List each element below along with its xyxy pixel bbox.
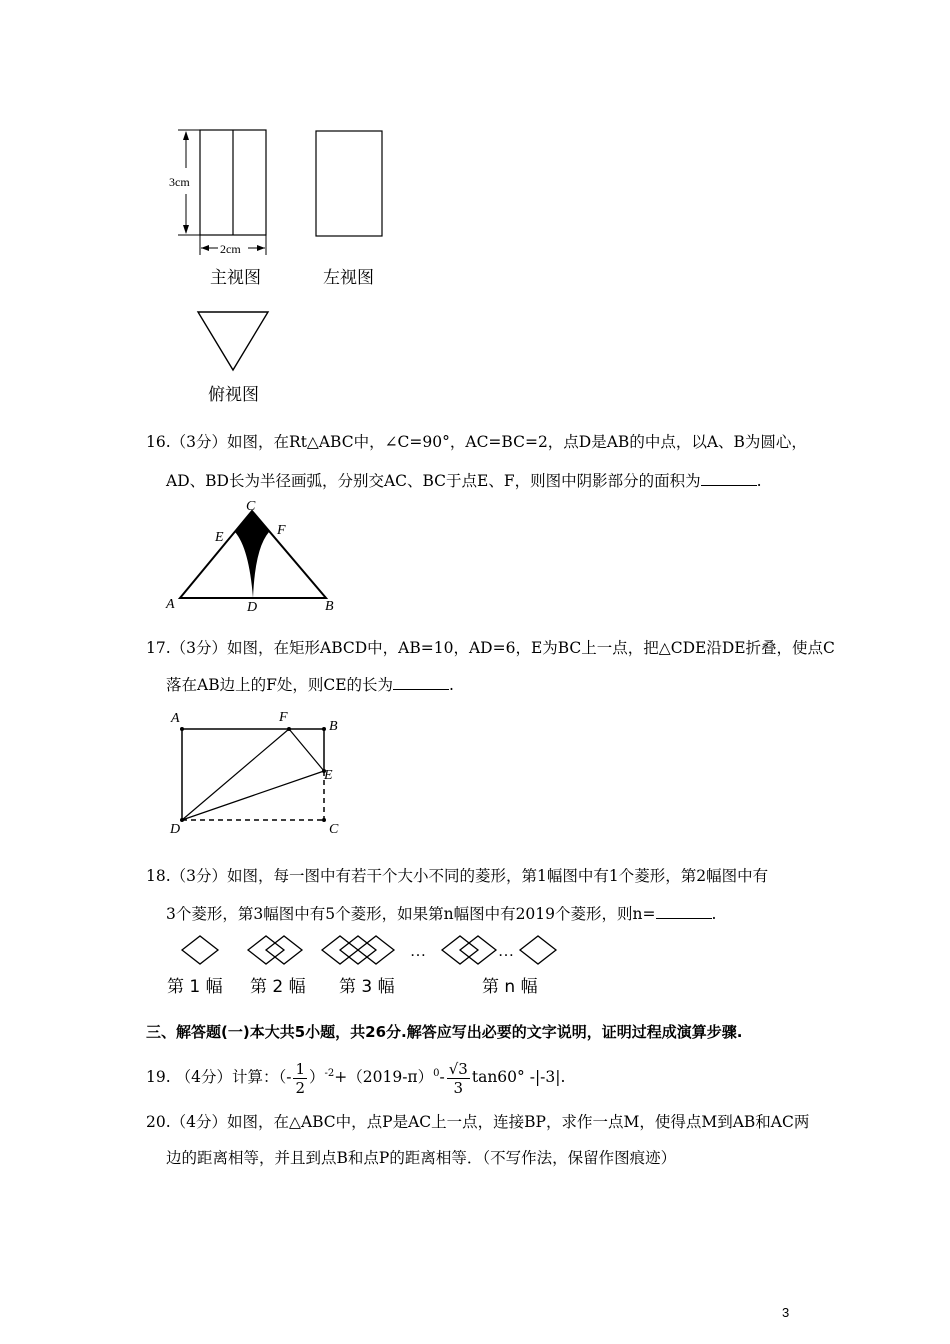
- front-view-label: 主视图: [210, 268, 261, 288]
- left-view-label: 左视图: [323, 268, 374, 288]
- q20-number: 20.: [146, 1113, 171, 1131]
- q19-line: 19. （4分）计算：（- $\frac{1}{2}$ ）$^{-2}+(2019-\pi)^0-$ $\frac{√3}{3}$ tan60° -|-3|.: [146, 1059, 566, 1097]
- q16-number: 16.: [146, 433, 171, 451]
- q18-caption-n: 第 n 幅: [482, 977, 538, 997]
- q18-text-2: 3个菱形，第3幅图中有5个菱形，如果第n幅图中有2019个菱形，则n=: [166, 905, 656, 923]
- q17-answer-blank[interactable]: [393, 675, 449, 690]
- q17-text-2: 落在AB边上的F处，则CE的长为: [166, 676, 394, 694]
- q18-answer-blank[interactable]: [656, 904, 712, 919]
- q16-label-a: A: [166, 597, 175, 612]
- q18-dots-1: …: [410, 943, 426, 960]
- q19-frac-num: 1: [295, 1059, 305, 1078]
- q16-label-d: D: [247, 600, 258, 615]
- q17-label-d: D: [170, 822, 181, 837]
- q19-frac-den: 2: [295, 1078, 305, 1097]
- q17-line2: [166, 669, 454, 701]
- q17-figure: [164, 704, 354, 839]
- q17-text-1: （3分）如图，在矩形ABCD中，AB=10，AD=6，E为BC上一点，把△CDE沿DE折叠，使点C: [170, 639, 835, 657]
- q17-end: .: [449, 676, 454, 694]
- q17-line1: [146, 632, 835, 664]
- q16-label-e: E: [215, 530, 224, 545]
- width-dimension: 2cm: [220, 242, 241, 256]
- q17-label-e: E: [324, 768, 333, 783]
- q16-label-f: F: [277, 523, 286, 538]
- q17-number: 17.: [146, 639, 171, 657]
- q18-caption-1: 第 1 幅: [167, 977, 223, 997]
- height-dimension: 3cm: [169, 175, 190, 189]
- section3-heading: 三、解答题(一)本大共5小题，共26分.解答应写出必要的文字说明，证明过程成演算步骤.: [146, 1023, 743, 1041]
- q17-label-f: F: [279, 710, 288, 725]
- q18-rhombus-figure: [170, 932, 570, 968]
- q19-sqrt-num: √3: [448, 1059, 468, 1078]
- q19-sqrt-den: 3: [453, 1078, 464, 1097]
- top-view-label: 俯视图: [208, 385, 259, 405]
- q19-suffix: tan60° -|-3|.: [471, 1068, 566, 1087]
- q16-figure: [160, 498, 350, 616]
- q16-line2: [166, 465, 762, 497]
- q17-label-b: B: [329, 719, 338, 734]
- left-view-rect: [316, 131, 382, 236]
- q16-text-1: （3分）如图，在Rt△ABC中，∠C=90°，AC=BC=2，点D是AB的中点，以A、B为圆心，: [170, 433, 807, 451]
- q18-line1: [146, 860, 768, 892]
- q19-number: 19.: [146, 1068, 171, 1087]
- q20-line2: 边的距离相等，并且到点B和点P的距离相等．（不写作法，保留作图痕迹）: [166, 1149, 677, 1167]
- q18-text-1: （3分）如图，每一图中有若干个大小不同的菱形，第1幅图中有1个菱形，第2幅图中有: [170, 867, 769, 885]
- q20-text-1: （4分）如图，在△ABC中，点P是AC上一点，连接BP，求作一点M，使得点M到AB和AC两: [170, 1113, 810, 1131]
- q19-mid: +（2019-π）: [334, 1068, 434, 1087]
- q18-number: 18.: [146, 867, 171, 885]
- q19-prefix: （4分）计算：（-: [175, 1068, 292, 1087]
- q19-fraction-half: [293, 1060, 307, 1097]
- q16-answer-blank[interactable]: [701, 471, 757, 486]
- q20-line1: [146, 1106, 809, 1138]
- page-number: 3: [782, 1305, 790, 1320]
- q16-end: .: [756, 472, 762, 490]
- q16-line1: [146, 426, 807, 458]
- q17-label-a: A: [171, 711, 180, 726]
- q18-end: .: [711, 905, 717, 923]
- q18-caption-3: 第 3 幅: [339, 977, 395, 997]
- q19-exp1: -2: [324, 1068, 335, 1079]
- q19-fraction-sqrt3: [447, 1060, 470, 1097]
- q16-label-b: B: [325, 599, 334, 614]
- q18-caption-2: 第 2 幅: [250, 977, 306, 997]
- q19-minus: -: [439, 1068, 445, 1087]
- q17-label-c: C: [329, 822, 339, 837]
- q16-label-c: C: [246, 499, 256, 514]
- q18-line2: [166, 898, 716, 930]
- top-view-triangle: [198, 312, 268, 370]
- q19-exp2: 0: [433, 1068, 440, 1079]
- q18-dots-2: …: [498, 943, 514, 960]
- q16-text-2: AD、BD长为半径画弧，分别交AC、BC于点E、F，则图中阴影部分的面积为: [166, 472, 701, 490]
